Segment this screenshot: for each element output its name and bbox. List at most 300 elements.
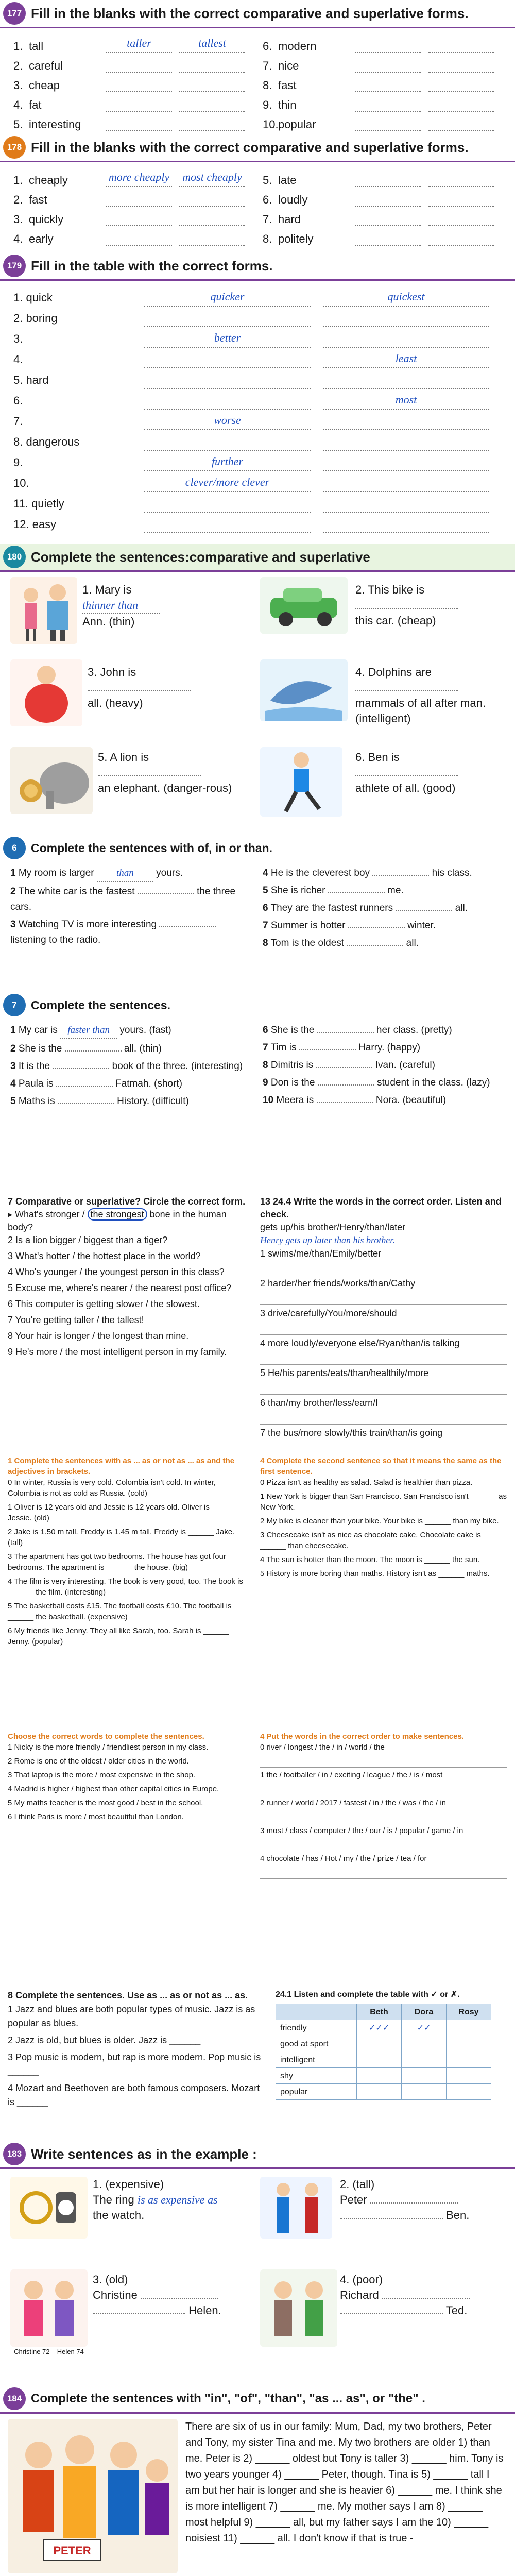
sentence-end: her class. (pretty) xyxy=(376,1025,452,1036)
comparative-field[interactable] xyxy=(144,372,311,389)
peter-and-ben-illustration xyxy=(260,2177,332,2239)
comparative-field[interactable] xyxy=(355,76,421,92)
table-row xyxy=(13,410,502,430)
answer-line[interactable] xyxy=(260,1839,507,1851)
base-word: tall xyxy=(29,40,44,53)
superlative-field[interactable] xyxy=(323,414,489,430)
word-row xyxy=(13,92,252,112)
sentence-start: It is the xyxy=(18,1061,50,1072)
comparative-field[interactable] xyxy=(106,229,172,246)
item-number: 5 xyxy=(10,1096,16,1107)
answer-field[interactable] xyxy=(355,690,458,691)
answer-field[interactable] xyxy=(372,875,429,876)
check-cell[interactable] xyxy=(402,2036,447,2052)
example-answer: Henry gets up later than his brother. xyxy=(260,1234,507,1247)
item-number: 7. xyxy=(263,59,272,72)
exercise-body xyxy=(0,1019,515,1115)
comparative-field[interactable] xyxy=(106,190,172,207)
sentence-1: 1. (expensive) The ring is as expensive as the watch. xyxy=(93,2178,218,2222)
check-cell[interactable] xyxy=(447,2020,491,2036)
exercise-title: 1 Complete the sentences with as ... as or not as ... as and the adjectives in brackets. xyxy=(8,1456,235,1476)
second-sentence-exercise xyxy=(260,1455,507,1582)
exercise-8 xyxy=(0,1989,515,2138)
item-number: 9. xyxy=(263,98,272,111)
answer-field[interactable] xyxy=(299,1049,356,1050)
peter-poster-label: PETER xyxy=(53,2544,91,2557)
table-row xyxy=(13,513,502,533)
answer-line[interactable] xyxy=(260,1323,507,1335)
check-cell[interactable] xyxy=(402,2084,447,2100)
superlative-field[interactable] xyxy=(428,95,494,112)
exercise-title: Complete the sentences. xyxy=(31,998,170,1012)
ring-and-watch-illustration xyxy=(10,2177,88,2239)
richard-and-ted-illustration xyxy=(260,2269,337,2347)
answer-line[interactable] xyxy=(260,1353,507,1365)
word-row xyxy=(13,167,252,187)
comparative-field[interactable] xyxy=(355,37,421,53)
check-cell[interactable] xyxy=(447,2068,491,2084)
word-row xyxy=(13,207,252,226)
answer-field[interactable]: than xyxy=(97,866,153,882)
sentence: 0 Pizza isn't as healthy as salad. Salad is healthier than pizza. xyxy=(260,1478,473,1487)
sentence: 2 Rome is one of the oldest / older cities in the world. xyxy=(8,1757,189,1766)
sentence: 3 Cheesecake isn't as nice as chocolate cake. Chocolate cake is ______ than cheesecake. xyxy=(260,1531,481,1550)
word-row xyxy=(263,53,502,73)
answer-field[interactable] xyxy=(382,2298,470,2299)
sentence: 5 My maths teacher is the most good / best in the school. xyxy=(8,1799,203,1807)
comparative-field[interactable] xyxy=(144,393,311,410)
superlative-field[interactable] xyxy=(323,372,489,389)
word-row xyxy=(13,33,252,53)
check-cell[interactable] xyxy=(357,2036,402,2052)
sentence-start: Tom is the oldest xyxy=(270,938,345,948)
base-word: interesting xyxy=(29,118,81,131)
exercise-circle-and-order xyxy=(0,1193,515,1453)
word-row xyxy=(13,226,252,246)
item-number: 3. xyxy=(13,79,23,92)
sentence xyxy=(10,1059,252,1074)
sentence-start: Dimitris is xyxy=(270,1060,314,1071)
check-cell[interactable] xyxy=(447,2084,491,2100)
item-number: 5. xyxy=(13,118,23,131)
exercise-title: 13 24.4 Write the words in the correct order. Listen and check. xyxy=(260,1196,502,1219)
answer-field[interactable] xyxy=(141,2298,218,2299)
superlative-field[interactable] xyxy=(179,210,245,226)
question: 3 What's hotter / the hottest place in the world? xyxy=(8,1251,201,1261)
comparative-field[interactable] xyxy=(355,115,421,131)
sentence xyxy=(263,936,505,951)
sentence-end: Fatmah. (short) xyxy=(115,1078,182,1089)
choose-correct-words xyxy=(8,1731,250,1825)
base-word: hard xyxy=(278,213,301,226)
sentence-end: his class. xyxy=(432,868,472,878)
trait-label: good at sport xyxy=(276,2036,357,2052)
answer-field[interactable] xyxy=(53,1068,109,1069)
item-number: 1 xyxy=(10,868,16,878)
superlative-field[interactable] xyxy=(428,37,494,53)
comparative-field[interactable] xyxy=(106,115,172,131)
sentence-end: Ivan. (careful) xyxy=(375,1060,435,1071)
sentence: 3 The apartment has got two bedrooms. The house has got four bedrooms. The apartment is ______ the house. (big) xyxy=(8,1552,226,1572)
as-as-sentences xyxy=(8,1989,265,2112)
base-word: modern xyxy=(278,40,317,53)
table-row xyxy=(276,2084,491,2100)
word-row xyxy=(13,112,252,131)
trait-label: intelligent xyxy=(276,2052,357,2068)
comparative-field[interactable]: clever/more clever xyxy=(144,476,311,492)
comparative-field[interactable] xyxy=(355,171,421,187)
comparative-field[interactable] xyxy=(144,496,311,513)
sentence-4: 4. Dolphins are mammals of all after man. (intelligent) xyxy=(355,666,486,725)
check-cell[interactable] xyxy=(357,2084,402,2100)
sentence-start: Paula is xyxy=(18,1078,54,1089)
sentence-end: winter. xyxy=(407,920,436,931)
answer-field[interactable] xyxy=(370,2202,458,2204)
word-row xyxy=(263,207,502,226)
sentence-end: Nora. (beautiful) xyxy=(375,1095,447,1106)
superlative-field[interactable]: least xyxy=(323,352,489,368)
check-cell[interactable] xyxy=(402,2052,447,2068)
example-words: gets up/his brother/Henry/than/later xyxy=(260,1222,406,1232)
superlative-field[interactable] xyxy=(428,171,494,187)
exercise-header xyxy=(0,2385,515,2414)
sentence: 6 My friends like Jenny. They all like Sarah, too. Sarah is ______ Jenny. (popular) xyxy=(8,1626,229,1646)
exercise-header xyxy=(0,992,515,1019)
exercise-number-badge: 178 xyxy=(3,136,26,159)
word-row xyxy=(263,92,502,112)
item-number: 9 xyxy=(263,1077,268,1088)
answer-line[interactable] xyxy=(260,1413,507,1425)
answer-field[interactable]: faster than xyxy=(60,1023,117,1039)
item-number: 6 xyxy=(263,903,268,913)
sentence-start: Don is the xyxy=(270,1077,315,1088)
comparative-field[interactable]: more cheaply xyxy=(106,171,172,187)
superlative-field[interactable] xyxy=(179,95,245,112)
answer-field[interactable] xyxy=(355,775,458,776)
word-set: 0 river / longest / the / in / world / the xyxy=(260,1743,385,1752)
word-set: 3 most / class / computer / the / our / is / popular / game / in xyxy=(260,1826,464,1835)
answer-field[interactable] xyxy=(65,1050,122,1052)
item-number: 7 xyxy=(263,920,268,931)
comparative-field[interactable]: further xyxy=(144,455,311,471)
table-row xyxy=(13,348,502,368)
sentence-2: 2. This bike is this car. (cheap) xyxy=(355,582,510,629)
table-row xyxy=(13,451,502,471)
item-number: 1 xyxy=(10,1025,16,1036)
superlative-field[interactable] xyxy=(179,56,245,73)
sentence: 6 I think Paris is more / most beautiful than London. xyxy=(8,1812,184,1821)
answer-line[interactable] xyxy=(260,1383,507,1395)
check-cell[interactable] xyxy=(402,2068,447,2084)
answer-line[interactable] xyxy=(260,1756,507,1768)
superlative-field[interactable] xyxy=(428,210,494,226)
table-row xyxy=(276,2036,491,2052)
sentence-5: 5. A lion is an elephant. (danger-rous) xyxy=(98,751,232,794)
superlative-field[interactable] xyxy=(428,115,494,131)
answer-line[interactable] xyxy=(260,1443,507,1453)
sentence-start: Tim is xyxy=(270,1042,297,1053)
sentence xyxy=(263,866,505,881)
check-cell[interactable] xyxy=(447,2036,491,2052)
sentence: 3 That laptop is the more / most expensive in the shop. xyxy=(8,1771,196,1780)
check-cell[interactable] xyxy=(447,2052,491,2068)
base-word: cheap xyxy=(29,79,60,92)
word-row xyxy=(13,53,252,73)
sentence-start: She is richer xyxy=(270,885,325,896)
item-number: 8 xyxy=(263,1060,268,1071)
comparative-field[interactable] xyxy=(144,434,311,451)
superlative-field[interactable] xyxy=(428,229,494,246)
base-word: late xyxy=(278,174,297,187)
sentence-end: book of the three. (interesting) xyxy=(112,1061,243,1072)
answer-line[interactable] xyxy=(260,1811,507,1823)
sentence xyxy=(263,1023,505,1038)
superlative-field[interactable]: quickest xyxy=(323,290,489,307)
answer-field[interactable]: thinner than xyxy=(82,598,160,614)
table-row xyxy=(276,2052,491,2068)
comparative-field[interactable]: worse xyxy=(144,414,311,430)
sentence-end: yours. (fast) xyxy=(119,1025,171,1036)
sentence-end: Harry. (happy) xyxy=(358,1042,421,1053)
circled-answer[interactable]: the strongest xyxy=(88,1208,147,1221)
superlative-field[interactable] xyxy=(323,311,489,327)
forms-table xyxy=(0,281,515,533)
item-number: 10. xyxy=(263,118,279,131)
answer-field[interactable] xyxy=(347,945,403,946)
base-form: 12. easy xyxy=(13,518,57,531)
sentence: 4 The sun is hotter than the moon. The moon is ______ the sun. xyxy=(260,1555,480,1564)
answer-field[interactable] xyxy=(318,1084,374,1086)
column-header: Dora xyxy=(402,2004,447,2020)
item-number: 8 xyxy=(263,938,268,948)
answer-field[interactable] xyxy=(328,892,385,893)
trait-label: shy xyxy=(276,2068,357,2084)
sentence xyxy=(10,1094,252,1109)
sentence: 1 Jazz and blues are both popular types of music. Jazz is as popular as blues. xyxy=(8,2004,255,2028)
item-number: 1. xyxy=(13,174,23,187)
word-set: 4 more loudly/everyone else/Ryan/than/is talking xyxy=(260,1338,460,1348)
exercise-title: Complete the sentences:comparative and superlative xyxy=(31,549,370,565)
sentence-start: She is the xyxy=(18,1043,62,1054)
superlative-field[interactable] xyxy=(179,115,245,131)
check-cell[interactable]: ✓✓ xyxy=(402,2020,447,2036)
superlative-field[interactable] xyxy=(323,455,489,471)
exercise-title: Choose the correct words to complete the sentences. xyxy=(8,1732,204,1741)
comparative-field[interactable] xyxy=(106,210,172,226)
sentence-start: She is the xyxy=(270,1025,315,1036)
answer-field[interactable] xyxy=(348,927,405,928)
item-number: 4 xyxy=(263,868,268,878)
comparative-field[interactable] xyxy=(144,517,311,533)
word-set: 6 than/my brother/less/earn/I xyxy=(260,1398,379,1408)
question: 6 This computer is getting slower / the slowest. xyxy=(8,1299,200,1309)
friends-table xyxy=(276,2004,491,2100)
item-number: 7 xyxy=(263,1042,268,1053)
two-old-women-illustration xyxy=(10,2269,88,2347)
word-set: 7 the bus/more slowly/this train/than/is going xyxy=(260,1428,443,1438)
sentence-end: all. (thin) xyxy=(124,1043,162,1054)
answer-field[interactable] xyxy=(138,893,194,894)
exercise-number-badge: 179 xyxy=(3,255,26,277)
answer-line[interactable] xyxy=(260,1293,507,1305)
word-set: 1 swims/me/than/Emily/better xyxy=(260,1248,382,1259)
table-row xyxy=(13,389,502,410)
superlative-field[interactable] xyxy=(323,434,489,451)
base-form: 1. quick xyxy=(13,291,53,304)
check-cell[interactable]: ✓✓✓ xyxy=(357,2020,402,2036)
comparative-field[interactable] xyxy=(355,190,421,207)
exercise-title: Complete the sentences with "in", "of", "than", "as ... as", or "the" . xyxy=(31,2392,425,2405)
answer-field[interactable] xyxy=(98,775,201,776)
base-word: politely xyxy=(278,232,314,245)
superlative-field[interactable] xyxy=(323,496,489,513)
superlative-field[interactable] xyxy=(323,476,489,492)
sentence: 2 My bike is cleaner than your bike. Your bike is ______ than my bike. xyxy=(260,1517,499,1526)
exercise-title: Fill in the blanks with the correct comparative and superlative forms. xyxy=(31,5,469,21)
superlative-field[interactable]: tallest xyxy=(179,37,245,53)
sentence-start: My car is xyxy=(18,1025,58,1036)
sentence xyxy=(10,917,252,948)
exercise-rows xyxy=(0,28,515,131)
answer-field[interactable] xyxy=(88,690,191,691)
base-word: nice xyxy=(278,59,299,72)
comparative-field[interactable] xyxy=(355,229,421,246)
listen-table-exercise xyxy=(276,1989,507,2100)
comparative-field[interactable] xyxy=(106,56,172,73)
word-row xyxy=(263,33,502,53)
answer-field[interactable] xyxy=(396,910,452,911)
item-number: 6. xyxy=(263,193,272,206)
caption-helen: Helen xyxy=(57,2348,75,2355)
sentence xyxy=(263,883,505,899)
superlative-field[interactable]: most cheaply xyxy=(179,171,245,187)
exercise-number-badge: 183 xyxy=(3,2143,26,2165)
base-word: popular xyxy=(278,118,316,131)
sentence-start: He is the cleverest boy xyxy=(270,868,370,878)
answer-field[interactable] xyxy=(159,926,216,927)
exercise-177 xyxy=(0,0,515,131)
answer-field[interactable]: is as expensive as xyxy=(137,2193,218,2206)
comparative-field[interactable] xyxy=(355,95,421,112)
answer-field[interactable] xyxy=(58,1103,114,1104)
word-row xyxy=(263,112,502,131)
superlative-field[interactable] xyxy=(179,76,245,92)
comparative-field[interactable] xyxy=(106,95,172,112)
check-cell[interactable] xyxy=(357,2052,402,2068)
exercise-header xyxy=(0,544,515,572)
table-row xyxy=(276,2068,491,2084)
car-and-bike-illustration xyxy=(260,577,348,634)
table-row xyxy=(13,327,502,348)
base-word: quickly xyxy=(29,213,64,226)
comparative-field[interactable] xyxy=(355,210,421,226)
superlative-field[interactable] xyxy=(323,517,489,533)
item-number: 5. xyxy=(263,174,272,187)
comparative-field[interactable] xyxy=(144,352,311,368)
exercise-header xyxy=(0,134,515,162)
example-sentence: ▸ What's stronger / the strongest bone in the human body? xyxy=(8,1209,227,1232)
sentence xyxy=(263,918,505,934)
sentence-3: 3. John is all. (heavy) xyxy=(88,665,252,711)
item-number: 5 xyxy=(263,885,268,896)
comparative-field[interactable]: quicker xyxy=(144,290,311,307)
base-word: thin xyxy=(278,98,297,111)
table-row xyxy=(276,2020,491,2036)
superlative-field[interactable] xyxy=(179,190,245,207)
exercise-number-badge: 180 xyxy=(3,546,26,568)
sentence xyxy=(10,866,252,882)
athlete-illustration xyxy=(260,747,342,817)
base-word: fast xyxy=(278,79,297,92)
sentence-end: History. (difficult) xyxy=(117,1096,189,1107)
base-form: 7. xyxy=(13,415,23,428)
column-header: Rosy xyxy=(447,2004,491,2020)
sentence-4: 4. (poor) Richard Ted. xyxy=(340,2272,505,2318)
superlative-field[interactable] xyxy=(179,229,245,246)
answer-field[interactable] xyxy=(317,1032,374,1033)
exercise-number-badge: 177 xyxy=(3,2,26,25)
exercise-title: Write sentences as in the example : xyxy=(31,2146,257,2162)
table-row xyxy=(13,430,502,451)
table-row xyxy=(13,471,502,492)
superlative-field[interactable] xyxy=(428,56,494,73)
exercise-179 xyxy=(0,252,515,541)
sentence-1: 1. Mary is thinner than Ann. (thin) xyxy=(82,582,252,630)
question: 5 Excuse me, where's nearer / the nearest post office? xyxy=(8,1283,232,1293)
item-number: 2. xyxy=(13,193,23,206)
superlative-field[interactable] xyxy=(428,76,494,92)
superlative-field[interactable]: most xyxy=(323,393,489,410)
sentence-start: Maths is xyxy=(18,1096,55,1107)
answer-field[interactable] xyxy=(316,1067,372,1068)
sentence: 5 History is more boring than maths. History isn't as ______ maths. xyxy=(260,1569,490,1578)
comparative-field[interactable] xyxy=(106,76,172,92)
word-order-exercise xyxy=(260,1195,507,1453)
comparative-field[interactable]: taller xyxy=(106,37,172,53)
sentence-3: 3. (old) Christine Helen. xyxy=(93,2273,221,2317)
answer-line[interactable] xyxy=(260,1867,507,1879)
answer-line[interactable] xyxy=(260,1784,507,1795)
sentence-start: Summer is hotter xyxy=(270,920,346,931)
exercise-178 xyxy=(0,134,515,250)
word-row xyxy=(263,187,502,207)
exercise-184 xyxy=(0,2385,515,2576)
base-form: 10. xyxy=(13,477,29,489)
base-word: loudly xyxy=(278,193,308,206)
answer-field[interactable] xyxy=(317,1102,373,1103)
item-number: 1. xyxy=(13,40,23,53)
sentence-start: Watching TV is more interesting xyxy=(18,919,157,930)
answer-field[interactable] xyxy=(355,608,458,609)
sentence: 5 The basketball costs £15. The football costs £10. The football is ______ the basketball. (expensive) xyxy=(8,1602,232,1621)
superlative-field[interactable] xyxy=(428,190,494,207)
item-number: 3 xyxy=(10,919,16,930)
exercise-header xyxy=(0,0,515,28)
base-form: 11. quietly xyxy=(13,497,64,510)
two-girls-illustration xyxy=(10,577,77,644)
answer-field[interactable] xyxy=(56,1086,113,1087)
comparative-field[interactable] xyxy=(144,311,311,327)
item-number: 3 xyxy=(10,1061,16,1072)
comparative-field[interactable]: better xyxy=(144,331,311,348)
comparative-field[interactable] xyxy=(355,56,421,73)
sentence xyxy=(10,884,252,915)
word-set: 3 drive/carefully/You/more/should xyxy=(260,1308,397,1318)
answer-line[interactable] xyxy=(260,1263,507,1275)
check-cell[interactable] xyxy=(357,2068,402,2084)
superlative-field[interactable] xyxy=(323,331,489,348)
word-row xyxy=(13,187,252,207)
